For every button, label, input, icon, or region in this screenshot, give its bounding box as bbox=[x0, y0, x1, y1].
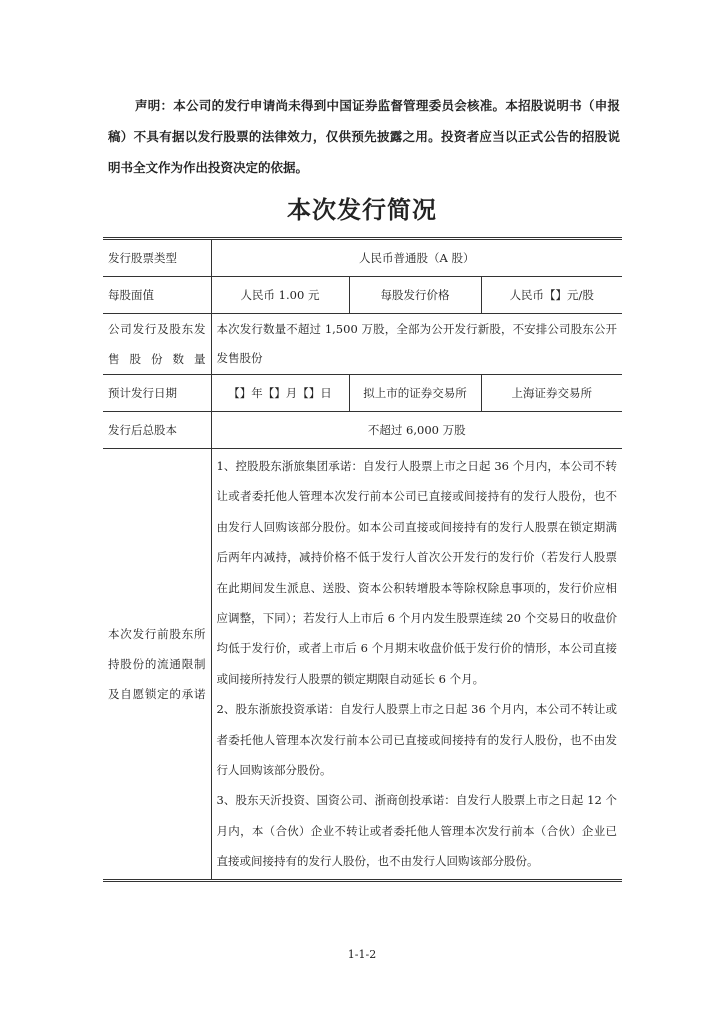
lockup-paragraph-2: 2、股东浙旅投资承诺：自发行人股票上市之日起 36 个月内，本公司不转让或者委托他人管理本次发行前本公司已直接或间接持有的发行人股份，也不由发行人回购该部分股份。 bbox=[216, 702, 618, 778]
exchange-label: 拟上市的证券交易所 bbox=[349, 375, 481, 412]
total-shares-label: 发行后总股本 bbox=[103, 412, 211, 449]
row-total-shares bbox=[103, 412, 622, 449]
stock-type-value: 人民币普通股（A 股） bbox=[211, 239, 622, 277]
lockup-commitments bbox=[211, 449, 622, 881]
offering-summary-table bbox=[103, 237, 622, 882]
issue-date-label: 预计发行日期 bbox=[103, 375, 211, 412]
stock-type-label: 发行股票类型 bbox=[103, 239, 211, 277]
issue-amount-label: 公司发行及股东发售股份数量 bbox=[103, 314, 211, 375]
row-par-value bbox=[103, 277, 622, 314]
lockup-paragraph-1: 1、控股股东浙旅集团承诺：自发行人股票上市之日起 36 个月内，本公司不转让或者委托他人管理本次发行前本公司已直接或间接持有的发行人股份，也不由发行人回购该部分股份。如本公司直接或间接持有的发行人股票在锁定期满后两年内减持，减持价格不低于发行人首次公开发行的发行价（若发行人股票在此期间发生派息、送股、资本公积转增股本等除权除息事项的，发行价应相应调整，下同）；若发行人上市后 6 个月内发生股票连续 20 个交易日的收盘价均低于发行价，或者上市后 6 个月期末收盘价低于发行价的情形，本公司直接或间接所持发行人股票的锁定期限自动延长 6 个月。 bbox=[216, 459, 618, 686]
row-stock-type bbox=[103, 239, 622, 277]
declaration-text: 声明：本公司的发行申请尚未得到中国证券监督管理委员会核准。本招股说明书（申报稿）不具有据以发行股票的法律效力，仅供预先披露之用。投资者应当以正式公告的招股说明书全文作为作出投资决定的依据。 bbox=[108, 98, 620, 175]
total-shares-value: 不超过 6,000 万股 bbox=[211, 412, 622, 449]
issue-price-value: 人民币【】元/股 bbox=[481, 277, 622, 314]
issue-amount-value: 本次发行数量不超过 1,500 万股，全部为公开发行新股，不安排公司股东公开发售股份 bbox=[211, 314, 622, 375]
par-value-value: 人民币 1.00 元 bbox=[211, 277, 349, 314]
lockup-paragraph-3: 3、股东天沂投资、国资公司、浙商创投承诺：自发行人股票上市之日起 12 个月内，本（合伙）企业不转让或者委托他人管理本次发行前本（合伙）企业已直接或间接持有的发行人股份，也不由发行人回购该部分股份。 bbox=[216, 793, 618, 869]
par-value-label: 每股面值 bbox=[103, 277, 211, 314]
lockup-label: 本次发行前股东所持股份的流通限制及自愿锁定的承诺 bbox=[103, 449, 211, 881]
issue-date-value: 【】年【】月【】日 bbox=[211, 375, 349, 412]
document-title: 本次发行简况 bbox=[287, 196, 437, 224]
row-issue-date bbox=[103, 375, 622, 412]
row-issue-amount bbox=[103, 314, 622, 375]
issue-price-label: 每股发行价格 bbox=[349, 277, 481, 314]
row-lockup-commitments bbox=[103, 449, 622, 881]
page-number: 1-1-2 bbox=[347, 948, 377, 961]
exchange-value: 上海证券交易所 bbox=[481, 375, 622, 412]
